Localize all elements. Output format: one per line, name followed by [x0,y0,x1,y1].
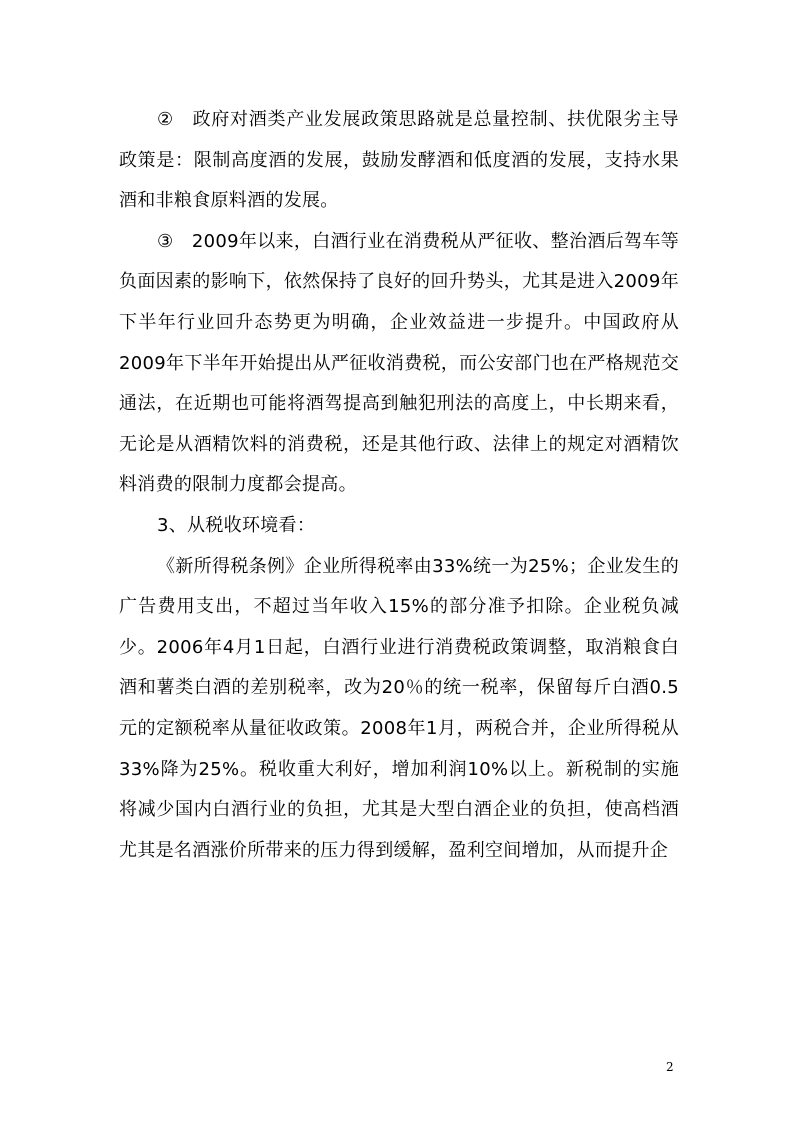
page-number: 2 [666,1060,674,1074]
paragraph-industry-recovery: ③ 2009年以来，白酒行业在消费税从严征收、整治酒后驾车等负面因素的影响下，依然保持了良好的回升势头，尤其是进入2009年下半年行业回升态势更为明确，企业效益进一步提升。中国政府从2009年下半年开始提出从严征收消费税，而公安部门也在严格规范交通法，在近期也可能将酒驾提高到触犯刑法的高度上，中长期来看，无论是从酒精饮料的消费税，还是其他行政、法律上的规定对酒精饮料消费的限制力度都会提高。 [119,230,679,496]
section-heading-tax-environment: 3、从税收环境看： [157,514,316,536]
paragraph-tax-environment: 《新所得税条例》企业所得税率由33%统一为25%；企业发生的广告费用支出，不超过当年收入15%的部分准予扣除。企业税负减少。2006年4月1日起，白酒行业进行消费税政策调整，取消粮食白酒和薯类白酒的差别税率，改为20％的统一税率，保留每斤白酒0.5元的定额税率从量征收政策。2008年1月，两税合并，企业所得税从33%降为25%。税收重大利好，增加利润10%以上。新税制的实施将减少国内白酒行业的负担，尤其是大型白酒企业的负担，使高档酒尤其是名酒涨价所带来的压力得到缓解，盈利空间增加，从而提升企 [119,555,679,861]
document-body [119,100,679,871]
paragraph-policy-direction: ② 政府对酒类产业发展政策思路就是总量控制、扶优限劣主导政策是：限制高度酒的发展，鼓励发酵酒和低度酒的发展，支持水果酒和非粮食原料酒的发展。 [119,109,679,212]
